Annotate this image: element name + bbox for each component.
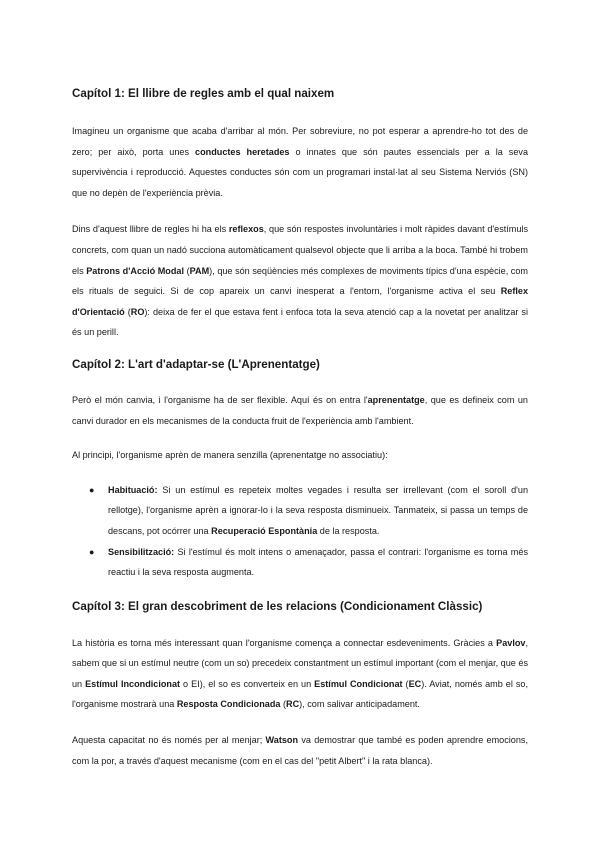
chapter-1-paragraph-2: Dins d'aquest llibre de regles hi ha els reflexos, que són respostes involuntàries i molt ràpides davant d'estímuls concrets, com quan un nadó succiona automàticament qualsevol objecte que li arriba a la boca. També hi trobem els Patrons d'Acció Modal (PAM), que són seqüències més complexes de moviments típics d'una espècie, com els rituals de seguici. Si de cop apareix un canvi inesperat a l'entorn, l'organisme activa el seu Reflex d'Orientació (RO): deixa de fer el que estava fent i enfoca tota la seva atenció cap a la novetat per analitzar si és un perill. bbox=[72, 224, 528, 338]
chapter-3-heading: Capítol 3: El gran descobriment de les relacions (Condicionament Clàssic) bbox=[72, 599, 483, 613]
chapter-2-heading: Capítol 2: L'art d'adaptar-se (L'Aprenentatge) bbox=[72, 357, 320, 371]
chapter-1-heading: Capítol 1: El llibre de regles amb el qual naixem bbox=[72, 87, 335, 100]
chapter-3-paragraph-2: Aquesta capacitat no és només per al menjar; Watson va demostrar que també es poden aprendre emocions, com la por, a través d'aquest mecanisme (com en el cas del "petit Albert" i la rata blanca). bbox=[72, 735, 528, 766]
chapter-3-paragraph-1: La història es torna més interessant quan l'organisme comença a connectar esdeveniments. Gràcies a Pavlov, sabem que si un estímul neutre (com un so) precedeix constantment un estímul important (com el menjar, que és un Estímul Incondicionat o EI), el so es converteix en un Estímul Condicionat (EC). Aviat, només amb el so, l'organisme mostrarà una Resposta Condicionada (RC), com salivar anticipadament. bbox=[72, 637, 528, 710]
bullet-icon: ● bbox=[89, 546, 95, 557]
document-page bbox=[72, 86, 528, 771]
list-item-sensitization: ● Sensibilització: Si l'estímul és molt intens o amenaçador, passa el contrari: l'organisme es torna més reactiu i la seva resposta augmenta. bbox=[72, 542, 528, 583]
list-item-habituation: ● Habituació: Si un estímul es repeteix moltes vegades i resulta ser irrellevant (com el soroll d'un rellotge), l'organisme aprèn a ignorar-lo i la seva resposta disminueix. Tanmateix, si passa un temps de descans, pot ocórrer una Recuperació Espontània de la resposta. bbox=[72, 480, 528, 542]
bullet-icon: ● bbox=[89, 484, 95, 495]
learning-types-list bbox=[72, 480, 528, 583]
chapter-2-paragraph-2: Al principi, l'organisme aprèn de manera senzilla (aprenentatge no associatiu): bbox=[72, 450, 388, 461]
chapter-1-paragraph-1: Imagineu un organisme que acaba d'arribar al món. Per sobreviure, no pot esperar a aprendre-ho tot des de zero; per això, porta unes conductes heretades o innates que són pautes essencials per a la seva supervivència i reproducció. Aquestes conductes són com un programari instal·lat al seu Sistema Nerviós (SN) que no depèn de l'experiència prèvia. bbox=[72, 126, 529, 198]
chapter-2-paragraph-1: Però el món canvia, i l'organisme ha de ser flexible. Aquí és on entra l'aprenentatge, que es defineix com un canvi durador en els mecanismes de la conducta fruit de l'experiència amb l'ambient. bbox=[72, 394, 528, 426]
